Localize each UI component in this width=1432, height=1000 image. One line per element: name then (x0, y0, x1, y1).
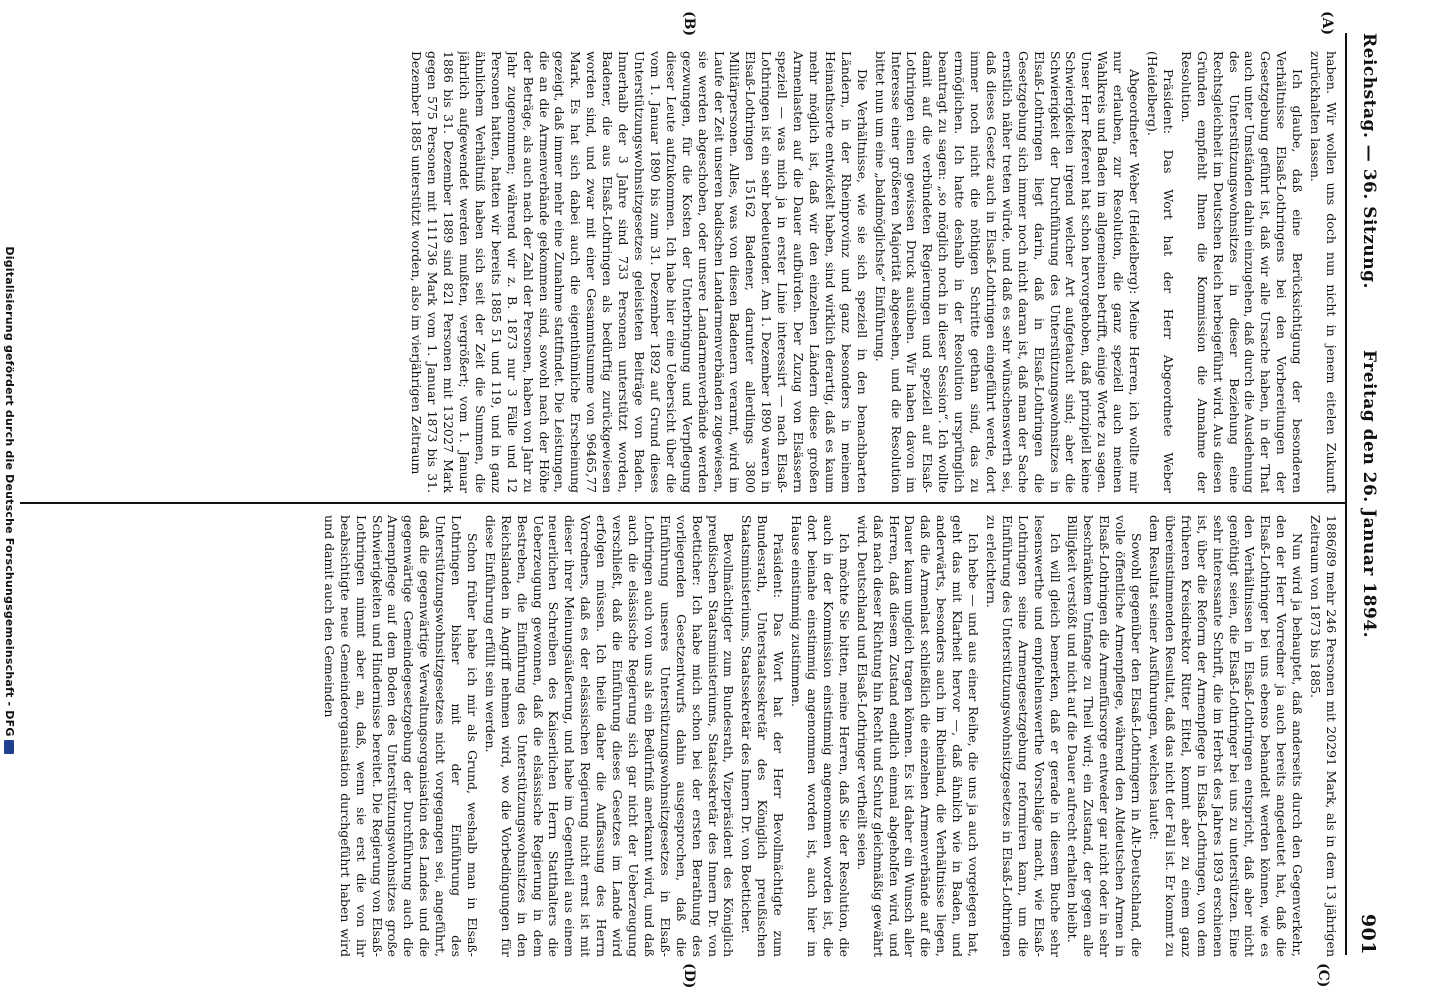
dfg-logo-icon (4, 740, 14, 754)
margin-mark-d: (D) (681, 963, 697, 989)
paragraph: Ich will gleich bemerken, daß er gerade in diesem Buche sehr lesenswerthe und empfehlenswerthe Vorschläge macht, wie Elsaß-Lothringen seine Armengesetzgebung reformiren kann, um die Einführung des Unterstützungswohnsitzgesetzes in Elsaß-Lothringen zu erleichtern. (983, 515, 1063, 957)
paragraph: Schon früher habe ich mir als Grund, weshalb man in Elsaß-Lothringen bisher mit der Einführung des Unterstützungswohnsitzgesetzes nicht vorgegangen sei, angeführt, daß die gegenwärtige Verwaltungsorganisation des Landes und die gegenwärtige Gemeindegesetzgebung der Durchführung auch die Armenpflege auf dem Boden des Unterstützungswohnsitzes große Schwierigkeiten und Hindernisse bereitet. Die Regierung von Elsaß-Lothringen nimmt aber an, daß, wenn sie erst die von ihr beabsichtigte neue Gemeindeorganisation durchgeführt haben wird und damit auch den Gemeinden (321, 515, 480, 957)
paragraph: Bevollmächtigter zum Bundesrath, Vizepräsident des Königlich preußischen Staatsministeriums, Staatssekretär des Innern Dr. von Boetticher: Ich habe mich schon bei der ersten Berathung des vorliegenden Gesetzentwurfs dahin ausgesprochen, daß die Einführung unseres Unterstützungswohnsitzgesetzes in Elsaß-Lothringen auch von uns als ein Bedürfniß anerkannt wird, und daß auch die elsässische Regierung sich gar nicht der Ueberzeugung verschließt, daß die Einführung dieses Gesetzes im Lande wird erfolgen müssen. Ich theile daher die Auffassung des Herrn Vorredners, daß es der elsässischen Regierung nicht ernst ist mit dieser ihrer Meinungsäußerung, und habe im Gegentheil aus einem neuerlichen Schreiben des Kaiserlichen Herrn Statthalters die Ueberzeugung gewonnen, daß die elsässische Regierung in dem Bestreben, die Einführung des Unterstützungswohnsitzes in den Reichslanden in Angriff nehmen wird, wo die Vorbedingungen für diese Einführung erfüllt sein werden. (482, 515, 737, 957)
column-divider (20, 502, 1345, 504)
paragraph: Nun wird ja behauptet, daß anderseits durch den Gegenverkehr, den der Herr Vorredner ja auch bereits angedeutet hat, daß die Elsaß-Lothringer bei uns ebenso behandelt werden können, wie es den Verhältnissen in Elsaß-Lothringen entspricht, daß aber nicht genöthigt seien, die Elsaß-Lothringer bei uns zu unterstützen. Eine sehr interessante Schrift, die im Herbst des Jahres 1893 erschienen ist, über die Reform der Armenpflege in Elsaß-Lothringen, von dem früheren Kreisdirektor Ritter Eittel, kommt aber zu einem ganz übereinstimmenden Resultat, daß das nicht der Fall ist. Er kommt zu dem Resultat seiner Ausführungen, welches lautet: (1147, 515, 1306, 957)
paragraph: haben. Wir wollen uns doch nun nicht in jenem eitelen Zukunft zurückhalten lassen. (1308, 51, 1339, 493)
paragraph: Ich möchte Sie bitten, meine Herren, daß Sie der Resolution, die auch in der Kommission einstimmig angenommen worden ist, die dort beinahe einstimmig angenommen worden ist, auch hier im Hause einstimmig zustimmen. (789, 515, 852, 957)
paragraph: Ich hebe — und aus einer Reihe, die uns ja auch vorgelegen hat, geht das mit Klarheit hervor —, daß ähnlich wie in Baden, und anderwärts, besonders auch im Rheinland, die Verhältnisse liegen, daß die Armenlast schließlich die einzelnen Armenverbände auf die Dauer kaum ungleich tragen können. Es ist daher ein Wunsch aller Herren, daß diesem Zustand endlich einmal abgeholfen wird, und daß nach dieser Richtung hin Recht und Schutz gleichmäßig gewährt wird. Deutschland und Elsaß-Lothringer vertheilt seien. (854, 515, 982, 957)
header-date: Freitag den 26. Januar 1894. (1359, 349, 1379, 639)
paragraph: Abgeordneter Weber (Heidelberg): Meine Herren, ich wollte mir nur erlauben, zur Resolution, die ganz speziell auch meinen Wahlkreis und Baden im allgemeinen betrifft, einige Worte zu sagen. Unser Herr Referent hat schon hervorgehoben, daß prinzipiell keine Schwierigkeiten irgend welcher Art aufgetaucht sind; aber die Schwierigkeit der Durchführung des Unterstützungswohnsitzes in Elsaß-Lothringen liegt darin, daß in Elsaß-Lothringen die Gesetzgebung sich immer noch nicht daran ist, daß man der Sache ernstlich näher treten würde, und daß es sehr wünschenswerth sei, daß dieses Gesetz auch in Elsaß-Lothringen eingeführt werde, dort immer noch nicht die nöthigen Schritte gethan sind, das zu ermöglichen. Ich hatte deshalb in der Resolution ursprünglich beantragt zu sagen: „so möglich noch in dieser Session“. Ich wollte damit auf die verbündeten Regierungen und speziell auf Elsaß-Lothringen einen gewissen Druck ausüben. Wir haben davon im Interesse einer größeren Majorität abgesehen, und die Resolution bittet nun um eine „baldmöglichste“ Einführung. (872, 51, 1143, 493)
credit-text: Digitalisierung gefördert durch die Deutsche Forschungsgemeinschaft - DFG (3, 246, 16, 737)
left-column (20, 51, 1339, 493)
paragraph: Die Verhältnisse, wie sie sich speziell in den benachbarten Ländern, in der Rheinprovinz und ganz besonders in meinem Heimathsorte entwickelt haben, sind wirklich derartig, daß es kaum mehr möglich ist, daß wir den einzelnen Ländern diese großen Armenlasten auf die Dauer aufbürden. Der Zuzug von Elsässern speziell — was mich ja in erster Linie interessirt — nach Elsaß-Lothringen ist ein sehr bedeutender. Am 1. Dezember 1890 waren in Elsaß-Lothringen 15162 Badener, darunter allerdings 3800 Militärpersonen. Alles, was von diesen Badenern verarmt, wird im Laufe der Zeit unseren badischen Landarmenverbänden zugewiesen, sie werden abgeschoben, oder unsere Landarmenverbände werden gezwungen, für die Kosten der Unterbringung und Verpflegung dieser Leute aufzukommen. Ich habe hier eine Uebersicht über die vom 1. Januar 1890 bis zum 31. Dezember 1892 auf Grund dieses Unterstützungswohnsitzgesetzes geleisteten Beiträge von Baden. Innerhalb der 3 Jahre sind 733 Personen unterstützt worden, Badener, die aus Elsaß-Lothringen als bedürftig zurückgewiesen worden sind, und zwar mit einer Gesammtsumme von 96465,77 Mark. Es hat sich dabei auch die eigenthümliche Erscheinung gezeigt, daß immer mehr eine Zunahme stattfindet. Die Leistungen, die an die Armenverbände gekommen sind, sowohl nach der Höhe der Beträge, als auch nach der Zahl der Personen, haben von Jahr zu Jahr zugenommen; während wir z. B. 1873 nur 3 Fälle und 12 Personen hatten, hatten wir bereits 1885 51 und 119, und in ganz ähnlichem Verhältniß haben sich seit der Zeit die Summen, die jährlich aufgewendet werden mußten, vergrößert; vom 1. Januar 1886 bis 31. Dezember 1889 sind 821 Personen mit 132027 Mark gegen 575 Personen mit 111736 Mark vom 1. Januar 1873 bis 31. Dezember 1885 unterstützt worden, also im vierjährigen Zeitraum (409, 51, 870, 493)
margin-mark-c: (C) (1315, 963, 1331, 988)
right-column (20, 515, 1339, 957)
page-number: 901 (1357, 913, 1379, 955)
paragraph: Präsident: Das Wort hat der Herr Bevollmächtigte zum Bundesrath, Unterstaatssekretär des Königlich preußischen Staatsministeriums, Staatssekretär des Innern Dr. von Boetticher. (739, 515, 787, 957)
paragraph: Ich glaube, daß eine Berücksichtigung der besonderen Verhältnisse Elsaß-Lothringens bei den Vorbereitungen der Gesetzgebung geführt ist, daß wir alle Ursache haben, in der That auch unter Umständen dahin einzugehen, daß durch die Ausdehnung des Unterstützungswohnsitzes in dieser Beziehung eine Rechtsgleichheit im Deutschen Reich herbeigeführt wird. Aus diesen Gründen empfiehlt Ihnen die Kommission die Annahme der Resolution. (1178, 51, 1306, 493)
margin-mark-a: (A) (1319, 11, 1335, 36)
paragraph: Präsident: Das Wort hat der Herr Abgeordnete Weber (Heidelberg). (1145, 51, 1176, 493)
digitization-credit (0, 5, 16, 995)
paragraph: 1886/89 mehr 246 Personen mit 20291 Mark, als in dem 13 jährigen Zeitraum von 1873 bis 1885. (1308, 515, 1339, 957)
document-page (2, 5, 1397, 995)
page-header (1349, 33, 1387, 955)
header-rule (1345, 33, 1347, 955)
paragraph: Sowohl gegenüber den Elsaß-Lothringern in Alt-Deutschland, die volle öffentliche Armenpflege, während den Altdeutschen Armen in Elsaß-Lothringen die Armenfürsorge entweder gar nicht oder in sehr beschränktem Umfange zu Theil wird; ein Zustand, der gegen alle Billigkeit verstößt und nicht auf die Dauer aufrecht erhalten bleibt. (1065, 515, 1145, 957)
header-session: Reichstag. — 36. Sitzung. (1359, 33, 1379, 289)
margin-mark-b: (B) (681, 11, 697, 37)
